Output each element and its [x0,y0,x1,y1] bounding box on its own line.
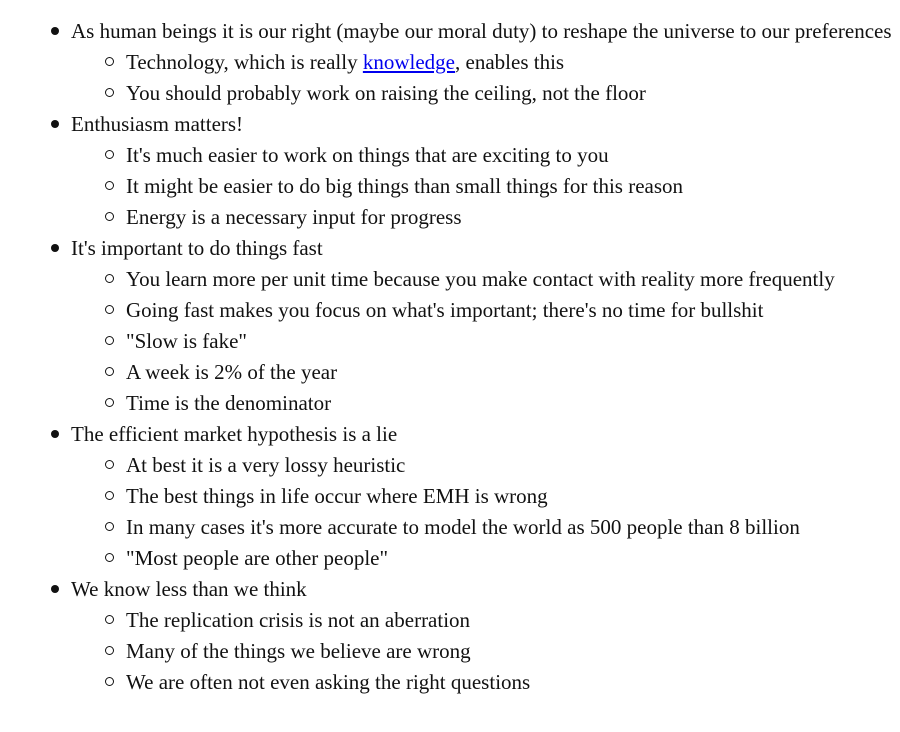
sub-list [71,47,900,109]
sub-item-text-before: Technology, which is really [126,50,363,74]
sub-item-text: Energy is a necessary input for progress [126,205,462,229]
list-item-top [71,233,900,419]
list-item-text: As human beings it is our right (maybe our moral duty) to reshape the universe to our preferences [71,19,892,43]
sub-item-text: The best things in life occur where EMH is wrong [126,484,548,508]
bullet-circle-icon [105,181,114,190]
bullet-circle-icon [105,553,114,562]
sub-item-text: At best it is a very lossy heuristic [126,453,406,477]
bullet-disc-icon [51,244,59,252]
sub-item-text-after: , enables this [455,50,565,74]
bullet-circle-icon [105,305,114,314]
list-item-text: Enthusiasm matters! [71,112,244,136]
bullet-circle-icon [105,367,114,376]
list-item-top [71,419,900,574]
bullet-circle-icon [105,57,114,66]
sub-list-item [126,667,900,698]
sub-list-item [126,264,900,295]
sub-list-item [126,171,900,202]
bullet-circle-icon [105,460,114,469]
sub-item-text: In many cases it's more accurate to model the world as 500 people than 8 billion [126,515,800,539]
sub-item-text: Going fast makes you focus on what's important; there's no time for bullshit [126,298,764,322]
bullet-circle-icon [105,336,114,345]
sub-list [71,140,900,233]
bullet-disc-icon [51,430,59,438]
sub-list-item [126,481,900,512]
sub-item-text: "Slow is fake" [126,329,247,353]
sub-item-text: You should probably work on raising the ceiling, not the floor [126,81,646,105]
bullet-circle-icon [105,615,114,624]
list-item-top [71,109,900,233]
sub-item-text: Time is the denominator [126,391,332,415]
sub-list-item [126,388,900,419]
sub-list [71,450,900,574]
sub-item-text: The replication crisis is not an aberration [126,608,471,632]
bullet-disc-icon [51,120,59,128]
list-item-top [71,16,900,109]
bullet-circle-icon [105,398,114,407]
bullet-circle-icon [105,491,114,500]
bullet-circle-icon [105,646,114,655]
bullet-circle-icon [105,88,114,97]
sub-list-item [126,295,900,326]
bullet-circle-icon [105,212,114,221]
sub-list-item [126,202,900,233]
bullet-disc-icon [51,27,59,35]
list-item-text: The efficient market hypothesis is a lie [71,422,398,446]
sub-list-item [126,636,900,667]
list-item-text: We know less than we think [71,577,307,601]
sub-item-text: You learn more per unit time because you make contact with reality more frequently [126,267,835,291]
bullet-circle-icon [105,274,114,283]
sub-list-item [126,140,900,171]
sub-item-text: It's much easier to work on things that are exciting to you [126,143,609,167]
sub-list [71,605,900,698]
sub-item-text: A week is 2% of the year [126,360,338,384]
bullet-circle-icon [105,522,114,531]
sub-list-item [126,543,900,574]
sub-list-item [126,450,900,481]
sub-list [71,264,900,419]
knowledge-link[interactable]: knowledge [362,50,456,74]
bullet-circle-icon [105,150,114,159]
sub-list-item [126,78,900,109]
sub-list-item [126,326,900,357]
list-item-text: It's important to do things fast [71,236,323,260]
sub-list-item [126,357,900,388]
sub-list-item [126,605,900,636]
sub-item-text: "Most people are other people" [126,546,389,570]
sub-item-text: It might be easier to do big things than small things for this reason [126,174,684,198]
sub-list-item [126,512,900,543]
bullet-circle-icon [105,677,114,686]
list-item-top [71,574,900,698]
sub-list-item [126,47,900,78]
sub-item-text: Many of the things we believe are wrong [126,639,471,663]
bullet-disc-icon [51,585,59,593]
principles-list [0,16,900,698]
sub-item-text: We are often not even asking the right questions [126,670,531,694]
